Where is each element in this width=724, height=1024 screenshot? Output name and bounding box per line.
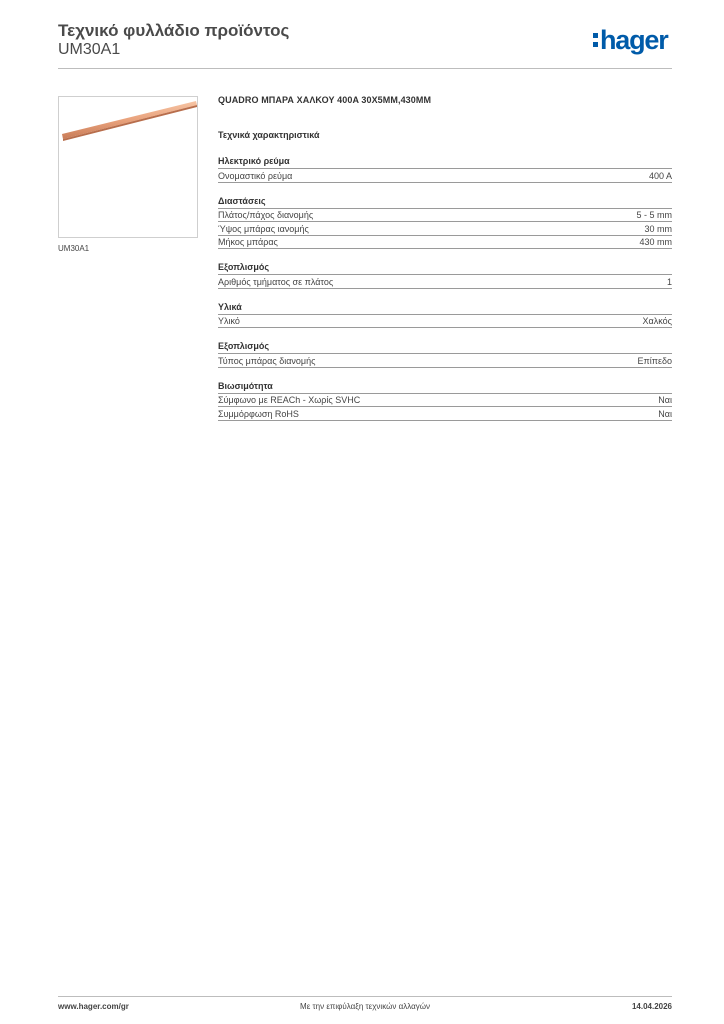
spec-label: Συμμόρφωση RoHS <box>218 408 299 419</box>
spec-value: Επίπεδο <box>637 355 672 366</box>
footer-notice: Με την επιφύλαξη τεχνικών αλλαγών <box>300 1002 430 1011</box>
spec-label: Αριθμός τμήματος σε πλάτος <box>218 276 334 287</box>
spec-row <box>218 169 672 183</box>
spec-group <box>218 340 672 368</box>
specs-title: Τεχνικά χαρακτηριστικά <box>218 130 320 140</box>
group-title: Υλικά <box>218 301 672 315</box>
spec-row <box>218 236 672 250</box>
spec-row <box>218 407 672 421</box>
spec-label: Μήκος μπάρας <box>218 237 278 247</box>
spec-group <box>218 155 672 183</box>
spec-value: Χαλκός <box>642 316 672 326</box>
group-title: Διαστάσεις <box>218 195 672 209</box>
spec-group <box>218 380 672 421</box>
website-link[interactable]: www.hager.com/gr <box>58 1002 129 1011</box>
spec-value: 1 <box>666 276 672 287</box>
hager-logo <box>593 26 668 54</box>
spec-row <box>218 315 672 329</box>
spec-content <box>218 94 672 433</box>
copper-busbar-icon <box>59 97 198 238</box>
spec-label: Σύμφωνο με REACh - Χωρίς SVHC <box>218 395 361 405</box>
spec-row <box>218 209 672 223</box>
spec-row <box>218 394 672 408</box>
spec-value: 400 A <box>648 170 672 181</box>
spec-group <box>218 301 672 329</box>
logo-dots-icon <box>593 33 598 47</box>
group-title: Βιωσιμότητα <box>218 380 672 394</box>
spec-value: 30 mm <box>644 223 672 234</box>
spec-label: Τύπος μπάρας διανομής <box>218 355 316 366</box>
spec-label: Υλικό <box>218 316 240 326</box>
group-title: Εξοπλισμός <box>218 261 672 275</box>
spec-value: Ναι <box>658 408 672 419</box>
spec-label: Πλάτος/πάχος διανομής <box>218 210 314 220</box>
page-footer <box>58 996 672 1016</box>
image-caption: UM30A1 <box>58 244 90 253</box>
spec-group <box>218 261 672 289</box>
spec-row <box>218 275 672 289</box>
spec-label: Ονομαστικό ρεύμα <box>218 170 293 181</box>
group-title: Ηλεκτρικό ρεύμα <box>218 155 672 169</box>
spec-value: Ναι <box>658 395 672 405</box>
spec-label: Ύψος μπάρας ιανομής <box>218 223 309 234</box>
logo-text: hager <box>600 25 668 55</box>
header-divider <box>58 68 672 69</box>
product-code: UM30A1 <box>58 41 121 58</box>
document-title: Τεχνικό φυλλάδιο προϊόντος <box>58 21 290 40</box>
product-name: QUADRO ΜΠΑΡΑ ΧΑΛΚΟΥ 400A 30X5MM,430MM <box>218 95 432 105</box>
spec-row <box>218 222 672 236</box>
spec-value: 430 mm <box>639 237 672 247</box>
spec-group <box>218 195 672 250</box>
product-image <box>58 96 198 238</box>
spec-value: 5 - 5 mm <box>636 210 672 220</box>
footer-date: 14.04.2026 <box>631 1002 672 1011</box>
group-title: Εξοπλισμός <box>218 340 672 354</box>
spec-row <box>218 354 672 368</box>
